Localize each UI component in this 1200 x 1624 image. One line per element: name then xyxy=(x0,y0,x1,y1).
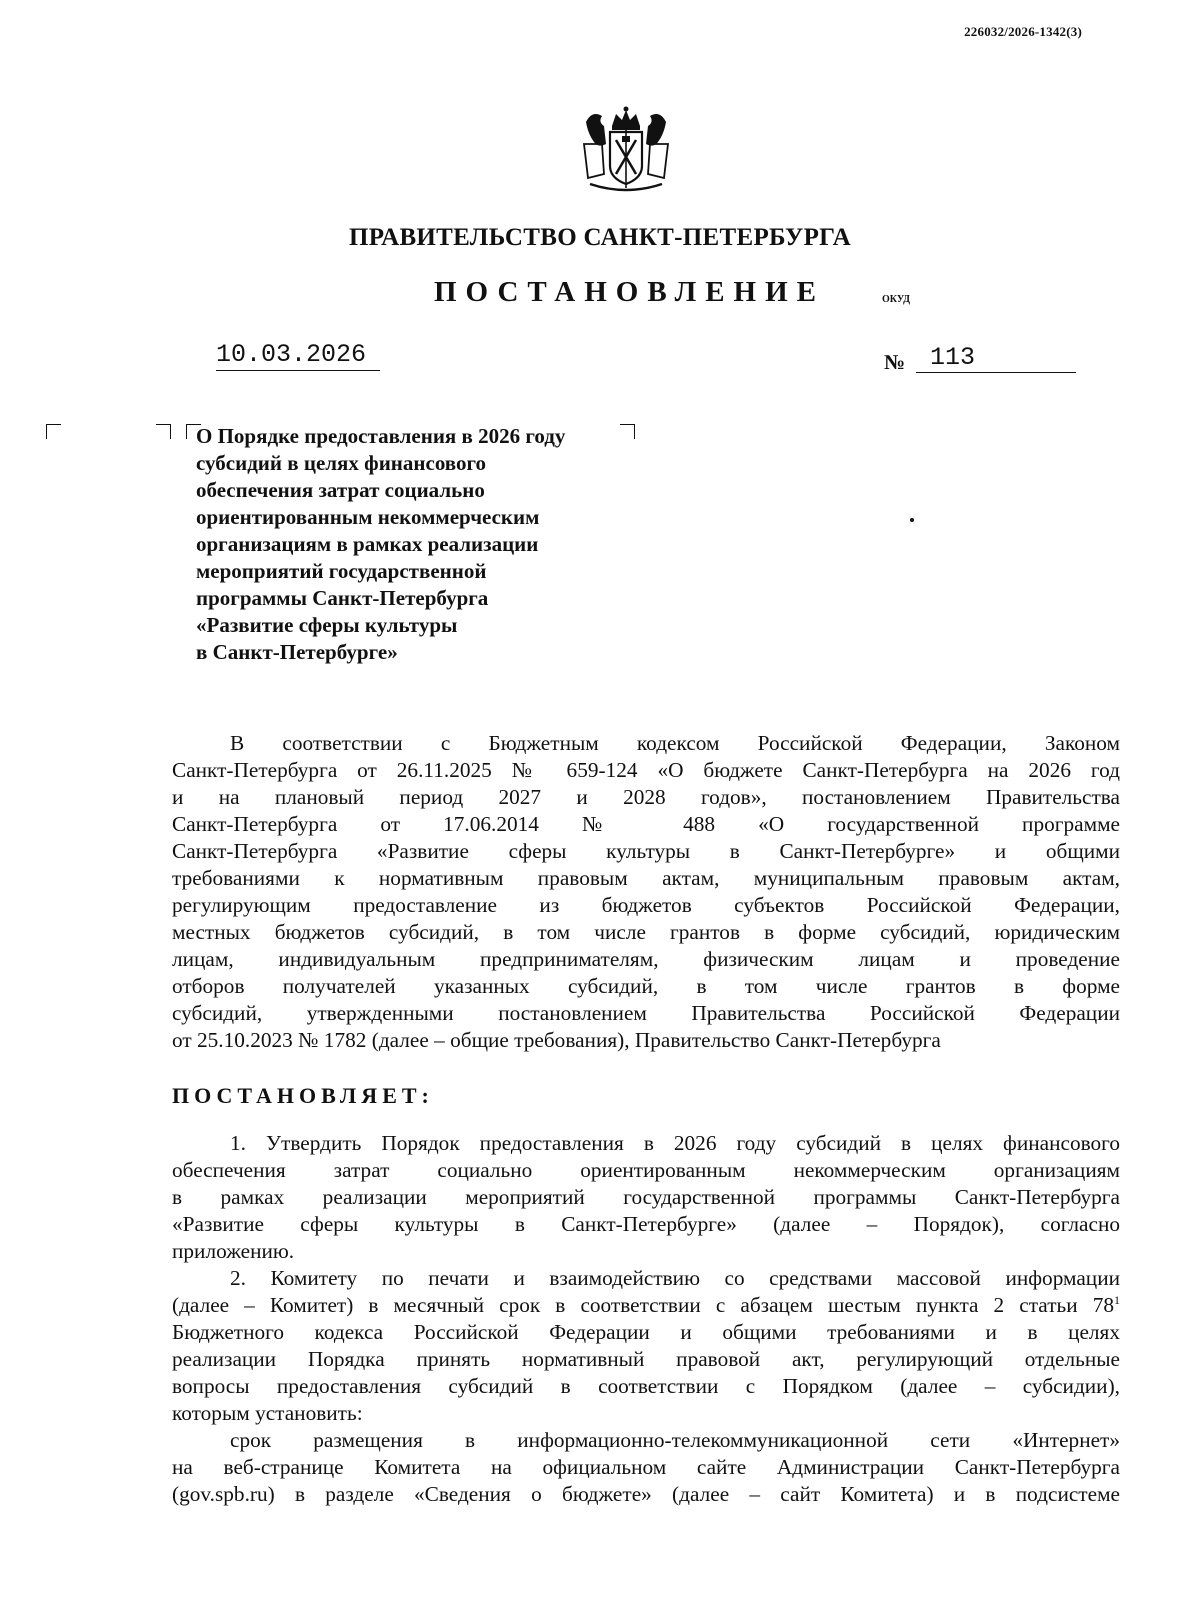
preamble-line: субсидий, утвержденными постановлением Правительства Российской Федерации xyxy=(172,1001,1120,1025)
item-2-sub-line: срок размещения в информационно-телекоммуникационной сети «Интернет» xyxy=(230,1428,1120,1452)
government-title: ПРАВИТЕЛЬСТВО САНКТ-ПЕТЕРБУРГА xyxy=(348,224,852,251)
subject-line: мероприятий государственной xyxy=(196,559,487,583)
document-type: ПОСТАНОВЛЕНИЕ xyxy=(434,276,826,308)
item-2-line: которым установить: xyxy=(172,1401,363,1425)
item-1 xyxy=(172,1130,1120,1265)
subject-line: ориентированным некоммерческим xyxy=(196,505,540,529)
document-date: 10.03.2026 xyxy=(216,340,380,371)
item-1-line: в рамках реализации мероприятий государственной программы Санкт-Петербурга xyxy=(172,1185,1120,1209)
item-1-line: приложению. xyxy=(172,1239,295,1263)
preamble-line: регулирующим предоставление из бюджетов субъектов Российской Федерации, xyxy=(172,893,1120,917)
number-label: № xyxy=(884,350,906,374)
item-2-line-text: (далее – Комитет) в месячный срок в соответствии с абзацем шестым пункта 2 статьи 78 xyxy=(172,1293,1114,1317)
coat-of-arms-icon xyxy=(576,104,676,196)
item-2-line xyxy=(172,1292,1120,1319)
subject-line: О Порядке предоставления в 2026 году xyxy=(196,424,566,448)
subject-line: организациям в рамках реализации xyxy=(196,532,539,556)
subject-line: «Развитие сферы культуры xyxy=(196,613,458,637)
margin-corner-mark xyxy=(46,424,61,439)
preamble-line: Санкт-Петербурга «Развитие сферы культуры в Санкт-Петербурге» и общими xyxy=(172,839,1120,863)
okud-label: ОКУД xyxy=(882,294,911,305)
preamble-line: Санкт-Петербурга от 26.11.2025 № 659-124 «О бюджете Санкт-Петербурга на 2026 год xyxy=(172,758,1120,782)
item-1-line: «Развитие сферы культуры в Санкт-Петербурге» (далее – Порядок), согласно xyxy=(172,1212,1120,1236)
article-superscript: 1 xyxy=(1114,1292,1120,1307)
document-subject xyxy=(196,423,636,666)
subject-line: программы Санкт-Петербурга xyxy=(196,586,489,610)
preamble-line: от 25.10.2023 № 1782 (далее – общие требования), Правительство Санкт-Петербурга xyxy=(172,1028,941,1052)
preamble-line: отборов получателей указанных субсидий, в том числе грантов в форме xyxy=(172,974,1120,998)
preamble-line: Санкт-Петербурга от 17.06.2014 № 488 «О государственной программе xyxy=(172,812,1120,836)
subject-corner-mark-left xyxy=(156,424,171,439)
preamble-line: лицам, индивидуальным предпринимателям, физическим лицам и проведение xyxy=(172,947,1120,971)
item-2-line: 2. Комитету по печати и взаимодействию со средствами массовой информации xyxy=(230,1266,1120,1290)
subject-line: обеспечения затрат социально xyxy=(196,478,485,502)
preamble-line: и на плановый период 2027 и 2028 годов», постановлением Правительства xyxy=(172,785,1120,809)
stray-dot xyxy=(910,518,914,522)
item-1-line: 1. Утвердить Порядок предоставления в 2026 году субсидий в целях финансового xyxy=(230,1131,1120,1155)
registration-number: 226032/2026-1342(3) xyxy=(964,24,1082,39)
preamble-line: требованиями к нормативным правовым актам, муниципальным правовым актам, xyxy=(172,866,1120,890)
document-number: 113 xyxy=(916,344,1076,373)
item-1-line: обеспечения затрат социально ориентированным некоммерческим организациям xyxy=(172,1158,1120,1182)
item-2-line: вопросы предоставления субсидий в соответствии с Порядком (далее – субсидии), xyxy=(172,1374,1120,1398)
item-2-line: реализации Порядка принять нормативный правовой акт, регулирующий отдельные xyxy=(172,1347,1120,1371)
preamble-line: В соответствии с Бюджетным кодексом Российской Федерации, Законом xyxy=(230,731,1120,755)
resolves-heading: ПОСТАНОВЛЯЕТ: xyxy=(172,1083,434,1108)
subject-line: в Санкт-Петербурге» xyxy=(196,640,398,664)
subject-line: субсидий в целях финансового xyxy=(196,451,487,475)
item-2-line: Бюджетного кодекса Российской Федерации и общими требованиями и в целях xyxy=(172,1320,1120,1344)
item-2-sub-line: на веб-странице Комитета на официальном сайте Администрации Санкт-Петербурга xyxy=(172,1455,1120,1479)
preamble xyxy=(172,730,1120,1054)
preamble-line: местных бюджетов субсидий, в том числе грантов в форме субсидий, юридическим xyxy=(172,920,1120,944)
item-2 xyxy=(172,1265,1120,1508)
item-2-sub-line: (gov.spb.ru) в разделе «Сведения о бюджете» (далее – сайт Комитета) и в подсистеме xyxy=(172,1482,1120,1506)
